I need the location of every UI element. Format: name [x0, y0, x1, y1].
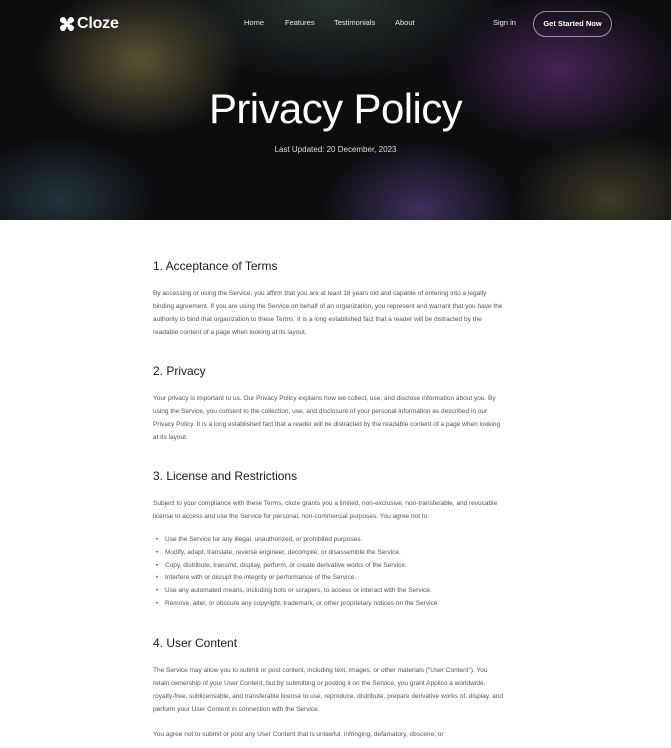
nav-link-about[interactable]: About: [395, 18, 415, 27]
list-item-text: Interfere with or disrupt the integrity or performance of the Service.: [165, 574, 357, 582]
section-body: By accessing or using the Service, you affirm that you are at least 18 years old and capable of entering into a legally binding agreement. If you are using the Service on behalf of an organization, you represent and warrant that you have the authority to bind that organization to these Terms. It is a long established fact that a reader will be distracted by the readable content of a page when looking at its layout.: [153, 290, 503, 336]
list-item: [153, 534, 505, 547]
get-started-button[interactable]: Get Started Now: [533, 11, 612, 37]
list-item: [153, 560, 505, 573]
policy-content: [153, 258, 505, 741]
section-title: 3. License and Restrictions: [153, 469, 298, 483]
bullet-icon: •: [156, 548, 159, 556]
section-body: The Service may allow you to submit or post content, including text, images, or other materials ("User Content"). You retain ownership of your User Content, but by submitting or posting it on the Service, you grant Applico a worldwide, royalty-free, sublicensable, and transferable license to use, reproduce, distribute, prepare derivative works of, display, and perform your User Content in connection with the Service.: [153, 666, 503, 713]
list-item: [153, 598, 505, 611]
section-privacy: [153, 363, 505, 444]
list-item: [153, 572, 505, 585]
bullet-icon: •: [156, 561, 159, 569]
restrictions-list: [153, 534, 505, 611]
last-updated-text: Last Updated: 20 December, 2023: [274, 145, 397, 154]
section-title: 2. Privacy: [153, 364, 206, 378]
bullet-icon: •: [156, 574, 159, 582]
nav-link-testimonials[interactable]: Testimonials: [334, 18, 376, 27]
section-title: 4. User Content: [153, 635, 238, 650]
nav-link-home[interactable]: Home: [244, 18, 265, 27]
list-item-text: Use the Service for any illegal, unauthorized, or prohibited purposes.: [165, 536, 363, 543]
bullet-icon: •: [156, 587, 159, 595]
section-body: Subject to your compliance with these Terms, cloze grants you a limited, non-exclusive, non-transferable, and revocable license to access and use the Service for personal, non-commercial purposes. You agree not to:: [153, 500, 498, 520]
section-acceptance: [153, 258, 505, 339]
sign-in-link[interactable]: Sign in: [493, 18, 516, 27]
list-item-text: Remove, alter, or obscure any copyright, trademark, or other proprietary notices on the Service.: [165, 599, 440, 607]
section-title: 1. Acceptance of Terms: [153, 259, 278, 273]
section-user-content: [153, 635, 505, 741]
hero-banner: [0, 0, 671, 220]
section-license: [153, 468, 505, 611]
brand-name: Cloze: [77, 15, 119, 32]
list-item-text: Copy, distribute, transmit, display, perform, or create derivative works of the Service.: [165, 561, 407, 569]
bullet-icon: •: [156, 599, 159, 607]
section-body-continued: You agree not to submit or post any User Content that is unlawful, infringing, defamatory, obscene, or: [153, 730, 444, 738]
section-body: Your privacy is important to us. Our Privacy Policy explains how we collect, use, and disclose information about you. By using the Service, you consent to the collection, use, and disclosure of your personal information as described in our Privacy Policy. It is a long established fact that a reader will be distracted by the readable content of a page when looking at its layout.: [153, 395, 501, 441]
list-item-text: Use any automated means, including bots or scrapers, to access or interact with the Service.: [165, 587, 432, 595]
nav-link-features[interactable]: Features: [285, 18, 315, 27]
page-title: Privacy Policy: [209, 85, 462, 132]
bullet-icon: •: [156, 536, 159, 543]
list-item-text: Modify, adapt, translate, reverse engineer, decompile, or disassemble the Service.: [165, 548, 401, 556]
list-item: [153, 547, 505, 560]
list-item: [153, 585, 505, 598]
